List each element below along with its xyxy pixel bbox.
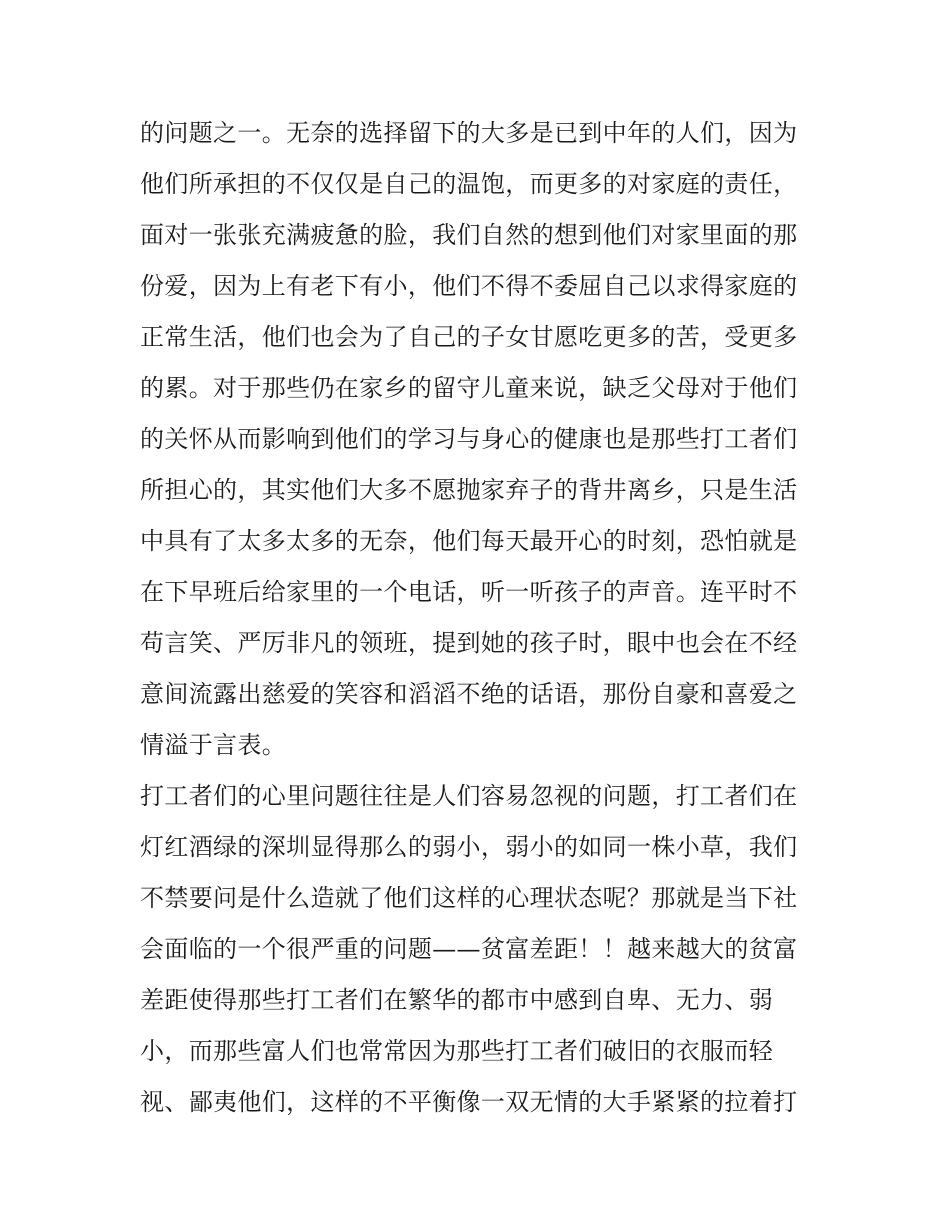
text-line: 的问题之一。无奈的选择留下的大多是已到中年的人们，因为 [140, 119, 798, 147]
text-line: 的关怀从而影响到他们的学习与身心的健康也是那些打工者们 [140, 425, 798, 453]
text-line: 苟言笑、严厉非凡的领班，提到她的孩子时，眼中也会在不经 [140, 629, 798, 657]
text-line: 的累。对于那些仍在家乡的留守儿童来说，缺乏父母对于他们 [140, 374, 798, 402]
text-line: 正常生活，他们也会为了自己的子女甘愿吃更多的苦，受更多 [140, 323, 798, 351]
text-line: 小，而那些富人们也常常因为那些打工者们破旧的衣服而轻 [140, 1037, 774, 1065]
text-line: 所担心的，其实他们大多不愿抛家弃子的背井离乡，只是生活 [140, 476, 798, 504]
text-line: 打工者们的心里问题往往是人们容易忽视的问题，打工者们在 [140, 782, 798, 810]
text-line: 份爱，因为上有老下有小，他们不得不委屈自己以求得家庭的 [140, 272, 798, 300]
text-line: 意间流露出慈爱的笑容和滔滔不绝的话语，那份自豪和喜爱之 [140, 680, 798, 708]
text-line: 他们所承担的不仅仅是自己的温饱，而更多的对家庭的责任， [140, 170, 798, 198]
text-line: 会面临的一个很严重的问题——贫富差距！！越来越大的贫富 [140, 935, 798, 963]
text-line: 灯红酒绿的深圳显得那么的弱小，弱小的如同一株小草，我们 [140, 833, 798, 861]
text-line: 差距使得那些打工者们在繁华的都市中感到自卑、无力、弱 [140, 986, 774, 1014]
text-line: 中具有了太多太多的无奈，他们每天最开心的时刻，恐怕就是 [140, 527, 798, 555]
text-line: 面对一张张充满疲惫的脸，我们自然的想到他们对家里面的那 [140, 221, 798, 249]
text-line: 在下早班后给家里的一个电话，听一听孩子的声音。连平时不 [140, 578, 798, 606]
body-text [140, 108, 820, 1128]
text-line: 视、鄙夷他们，这样的不平衡像一双无情的大手紧紧的拉着打 [140, 1088, 798, 1116]
text-line: 不禁要问是什么造就了他们这样的心理状态呢？那就是当下社 [140, 884, 798, 912]
text-line: 情溢于言表。 [140, 731, 287, 759]
